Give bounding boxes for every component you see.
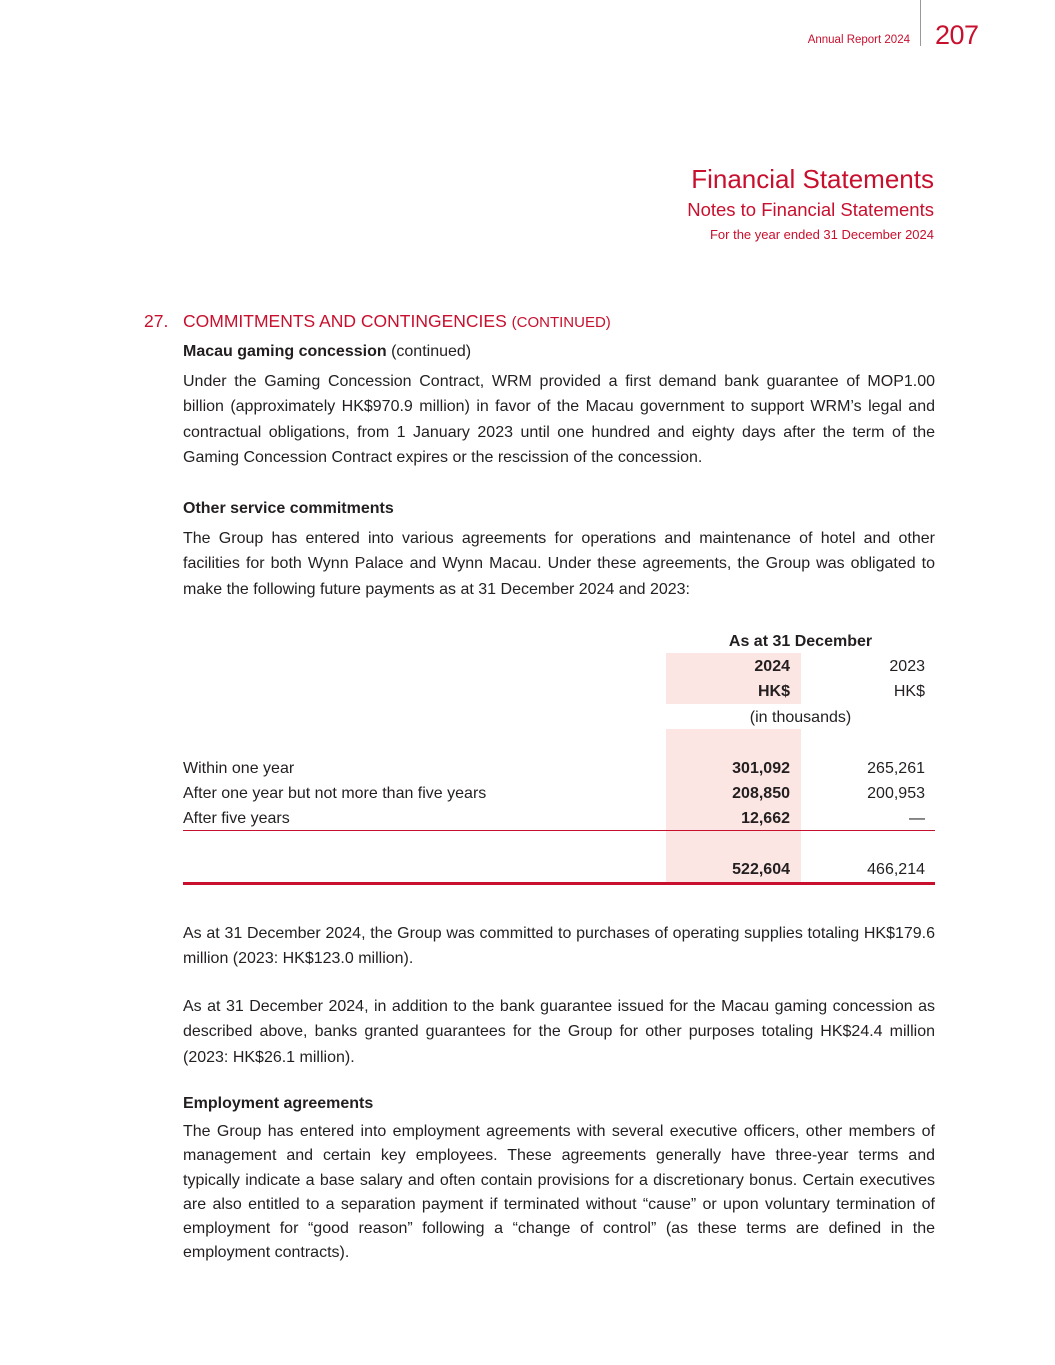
- guarantees-paragraph: As at 31 December 2024, in addition to the bank guarantee issued for the Macau gaming concession as described above, banks granted guarantees for the Group for other purposes totaling HK$24.4 million (2023: HK$26.1 million).: [183, 998, 935, 1066]
- section-continued: (CONTINUED): [511, 314, 611, 331]
- other-service-heading: Other service commitments: [183, 500, 394, 517]
- table-row-value-2023: 200,953: [867, 785, 925, 802]
- unit-2023: HK$: [893, 683, 925, 700]
- macau-paragraph: Under the Gaming Concession Contract, WRM provided a first demand bank guarantee of MOP1.00 billion (approximately HK$970.9 million) in favor of the Macau government to support WRM’s legal and contractual obligations, from 1 January 2023 until one hundred and eighty days after the term of the Gaming Concession Contract expires or the rescission of the concession.: [183, 373, 935, 466]
- unit-2024: HK$: [757, 683, 790, 700]
- table-unit-note: (in thousands): [749, 709, 852, 726]
- employment-heading: Employment agreements: [183, 1095, 374, 1112]
- section-number: 27.: [144, 311, 169, 331]
- subtotal-rule: [183, 830, 935, 831]
- table-row-value-2023: —: [909, 810, 925, 827]
- column-header-2023: 2023: [889, 658, 925, 675]
- reporting-period: For the year ended 31 December 2024: [709, 227, 934, 242]
- table-group-header: As at 31 December: [728, 633, 873, 650]
- report-label: Annual Report 2024: [807, 34, 910, 46]
- table-row-value-2023: 265,261: [867, 760, 925, 777]
- macau-heading-text: Macau gaming concession: [183, 343, 387, 360]
- table-row-label: After one year but not more than five years: [183, 785, 487, 802]
- table-row-label: Within one year: [183, 760, 295, 777]
- table-total-2023: 466,214: [867, 861, 925, 878]
- macau-heading: [183, 339, 935, 364]
- table-row-value-2024: 301,092: [732, 760, 790, 777]
- table-row-value-2024: 12,662: [741, 810, 790, 827]
- section-title: [183, 311, 611, 332]
- page-number: 207: [935, 20, 979, 50]
- macau-heading-note: (continued): [391, 343, 472, 360]
- employment-paragraph: The Group has entered into employment agreements with several executive officers, other members of management and certain key employees. These agreements generally have three-year terms and typically indicate a base salary and often contain provisions for a discretionary bonus. Certain executives are also entitled to a separation payment if terminated without “cause” or upon voluntary termination of employment for “good reason” following a “change of control” (as these terms are defined in the employment contracts).: [183, 1123, 935, 1262]
- table-row-value-2024: 208,850: [732, 785, 790, 802]
- other-service-paragraph: The Group has entered into various agreements for operations and maintenance of hotel and other facilities for both Wynn Palace and Wynn Macau. Under these agreements, the Group was obligated to make the following future payments as at 31 December 2024 and 2023:: [183, 530, 935, 598]
- header-divider: [920, 0, 921, 46]
- page-title: Financial Statements: [691, 164, 934, 194]
- table-row-label: After five years: [183, 810, 290, 827]
- page-subtitle: Notes to Financial Statements: [687, 199, 934, 220]
- table-total-2024: 522,604: [732, 861, 790, 878]
- column-header-2024: 2024: [754, 658, 790, 675]
- total-rule: [183, 882, 935, 885]
- supplies-paragraph: As at 31 December 2024, the Group was committed to purchases of operating supplies totaling HK$179.6 million (2023: HK$123.0 million).: [183, 925, 935, 968]
- section-title-text: COMMITMENTS AND CONTINGENCIES: [183, 311, 507, 331]
